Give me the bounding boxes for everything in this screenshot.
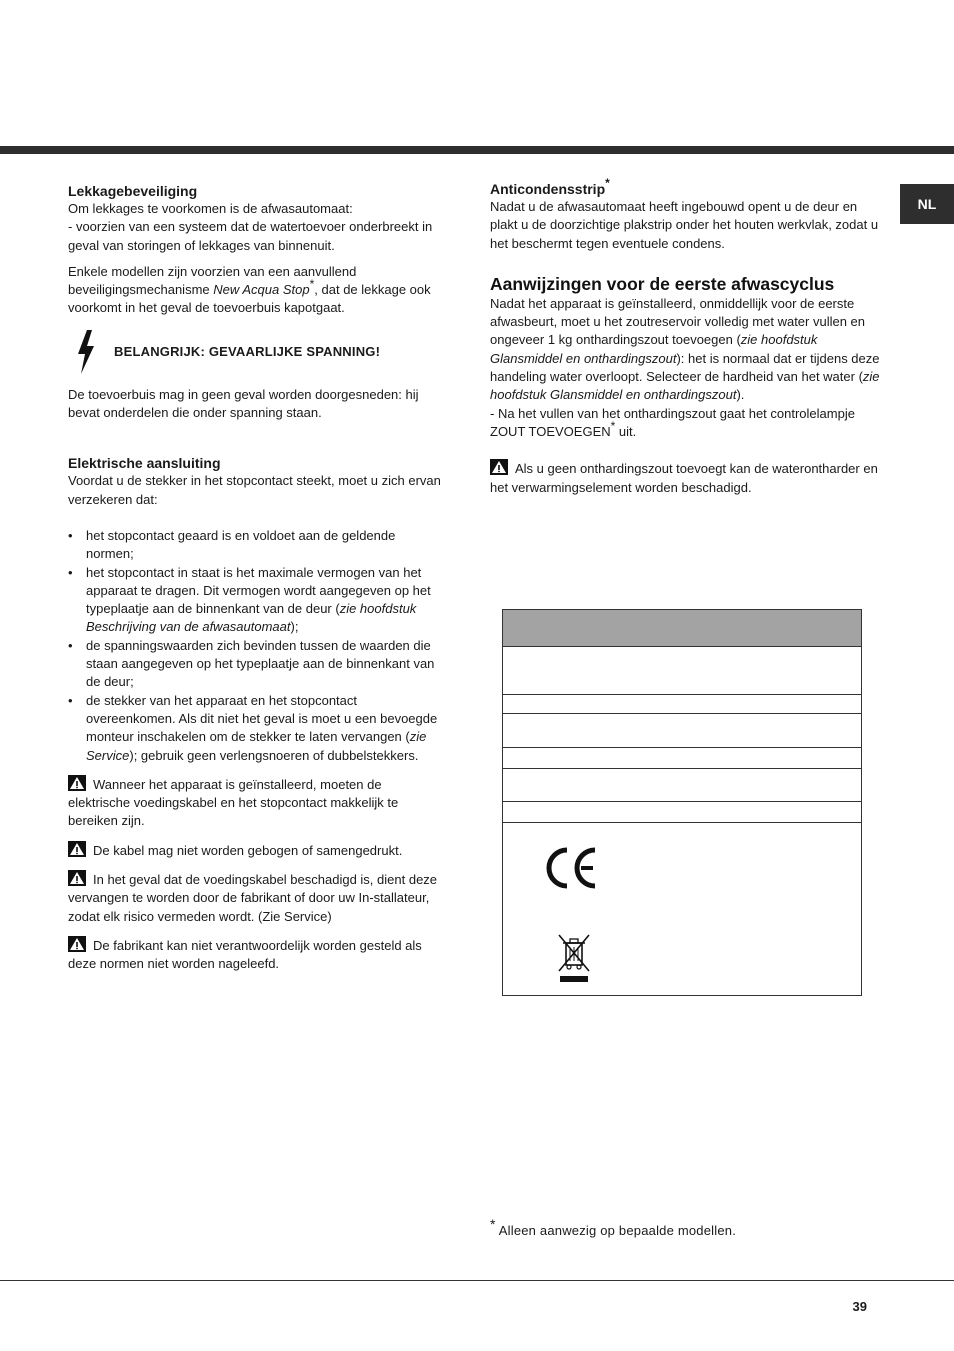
language-tab: NL bbox=[900, 184, 954, 224]
strip-heading: Anticondensstrip* bbox=[490, 176, 610, 197]
warning-triangle-icon bbox=[68, 870, 86, 886]
conformity-box-header bbox=[503, 610, 861, 647]
warning-triangle-icon bbox=[68, 841, 86, 857]
electric-list bbox=[68, 527, 443, 765]
crossed-bin-icon bbox=[557, 933, 591, 985]
conformity-box bbox=[502, 609, 862, 996]
footnote: * Alleen aanwezig op bepaalde modellen. bbox=[490, 1215, 737, 1238]
right-column bbox=[490, 176, 882, 497]
divider bbox=[503, 747, 861, 748]
leak-system: - voorzien van een systeem dat de watertoevoer onderbreekt in geval van storingen of lekkages van binnenuit. bbox=[68, 219, 433, 253]
bottom-rule bbox=[0, 1280, 954, 1281]
warning-cable-bend: De kabel mag niet worden gebogen of samengedrukt. bbox=[68, 841, 443, 860]
danger-notice bbox=[68, 330, 443, 374]
divider bbox=[503, 801, 861, 802]
list-item: • de spanningswaarden zich bevinden tussen de waarden die staan aangegeven op het typeplaatje aan de binnenkant van de deur; bbox=[68, 637, 443, 692]
electric-heading: Elektrische aansluiting bbox=[68, 455, 221, 472]
strip-text: Nadat u de afwasautomaat heeft ingebouwd opent u de deur en plakt u de doorzichtige plakstrip onder het houten werkvlak, zodat u het beschermt tegen eventuele condens. bbox=[490, 199, 879, 251]
leak-heading: Lekkagebeveiliging bbox=[68, 183, 198, 199]
list-item: • het stopcontact geaard is en voldoet aan de geldende normen; bbox=[68, 527, 443, 564]
left-column bbox=[68, 182, 443, 974]
page-number: 39 bbox=[852, 1299, 867, 1314]
electric-intro: Voordat u de stekker in het stopcontact steekt, moet u zich ervan verzekeren dat: bbox=[68, 473, 441, 507]
warning-triangle-icon bbox=[490, 459, 508, 475]
lightning-bolt-icon bbox=[74, 330, 98, 374]
top-rule bbox=[0, 146, 954, 154]
divider bbox=[503, 713, 861, 714]
divider bbox=[503, 822, 861, 823]
divider bbox=[503, 694, 861, 695]
leak-intro: Om lekkages te voorkomen is de afwasautomaat: bbox=[68, 201, 353, 216]
leak-models: Enkele modellen zijn voorzien van een aanvullend beveiligingsmechanisme New Acqua Stop*, dat de lekkage ook voorkomt in het geval de toevoerbuis kapotgaat. bbox=[68, 263, 431, 316]
salt-lamp-text: - Na het vullen van het onthardingszout gaat het controlelampje ZOUT TOEVOEGEN* uit. bbox=[490, 405, 855, 439]
warning-triangle-icon bbox=[68, 936, 86, 952]
danger-label: BELANGRIJK: GEVAARLIJKE SPANNING! bbox=[114, 343, 381, 359]
first-cycle-heading: Aanwijzingen voor de eerste afwascyclus bbox=[490, 273, 835, 294]
divider bbox=[503, 768, 861, 769]
list-item: • het stopcontact in staat is het maximale vermogen van het apparaat te dragen. Dit vermogen wordt aangegeven op het typeplaatje aan de binnenkant van de deur (zie hoofdstuk Beschrijving van de afwasautomaat); bbox=[68, 564, 443, 637]
ce-mark-icon bbox=[545, 846, 599, 890]
warning-salt: Als u geen onthardingszout toevoegt kan de waterontharder en het verwarmingselement worden beschadigd. bbox=[490, 461, 878, 495]
warning-accessible: Wanneer het apparaat is geïnstalleerd, moeten de elektrische voedingskabel en het stopcontact makkelijk te bereiken zijn. bbox=[68, 776, 399, 829]
warning-triangle-icon bbox=[68, 775, 86, 791]
list-item: • de stekker van het apparaat en het stopcontact overeenkomen. Als dit niet het geval is moet u een bevoegde monteur inschakelen om de stekker te laten vervangen (zie Service); gebruik geen verlengsnoeren of dubbelstekkers. bbox=[68, 692, 443, 765]
warning-cable-damaged: In het geval dat de voedingskabel beschadigd is, dient deze vervangen te worden door de fabrikant of door uw In-stallateur, zodat elk risico vermeden wordt. (Zie Service) bbox=[68, 872, 438, 924]
warning-liability: De fabrikant kan niet verantwoordelijk worden gesteld als deze normen niet worden nageleefd. bbox=[68, 937, 422, 972]
first-cycle-text: Nadat het apparaat is geïnstalleerd, onmiddellijk voor de eerste afwasbeurt, moet u het zoutreservoir volledig met water vullen en ongeveer 1 kg onthardingszout toevoegen (zie hoofdstuk Glansmiddel en onthardingszout): het is normaal dat er tijdens deze handeling water overloopt. Selecteer de hardheid van het water (zie hoofdstuk Glansmiddel en onthardingszout). bbox=[490, 295, 880, 403]
danger-text: De toevoerbuis mag in geen geval worden doorgesneden: hij bevat onderdelen die onder spanning staan. bbox=[68, 386, 419, 421]
